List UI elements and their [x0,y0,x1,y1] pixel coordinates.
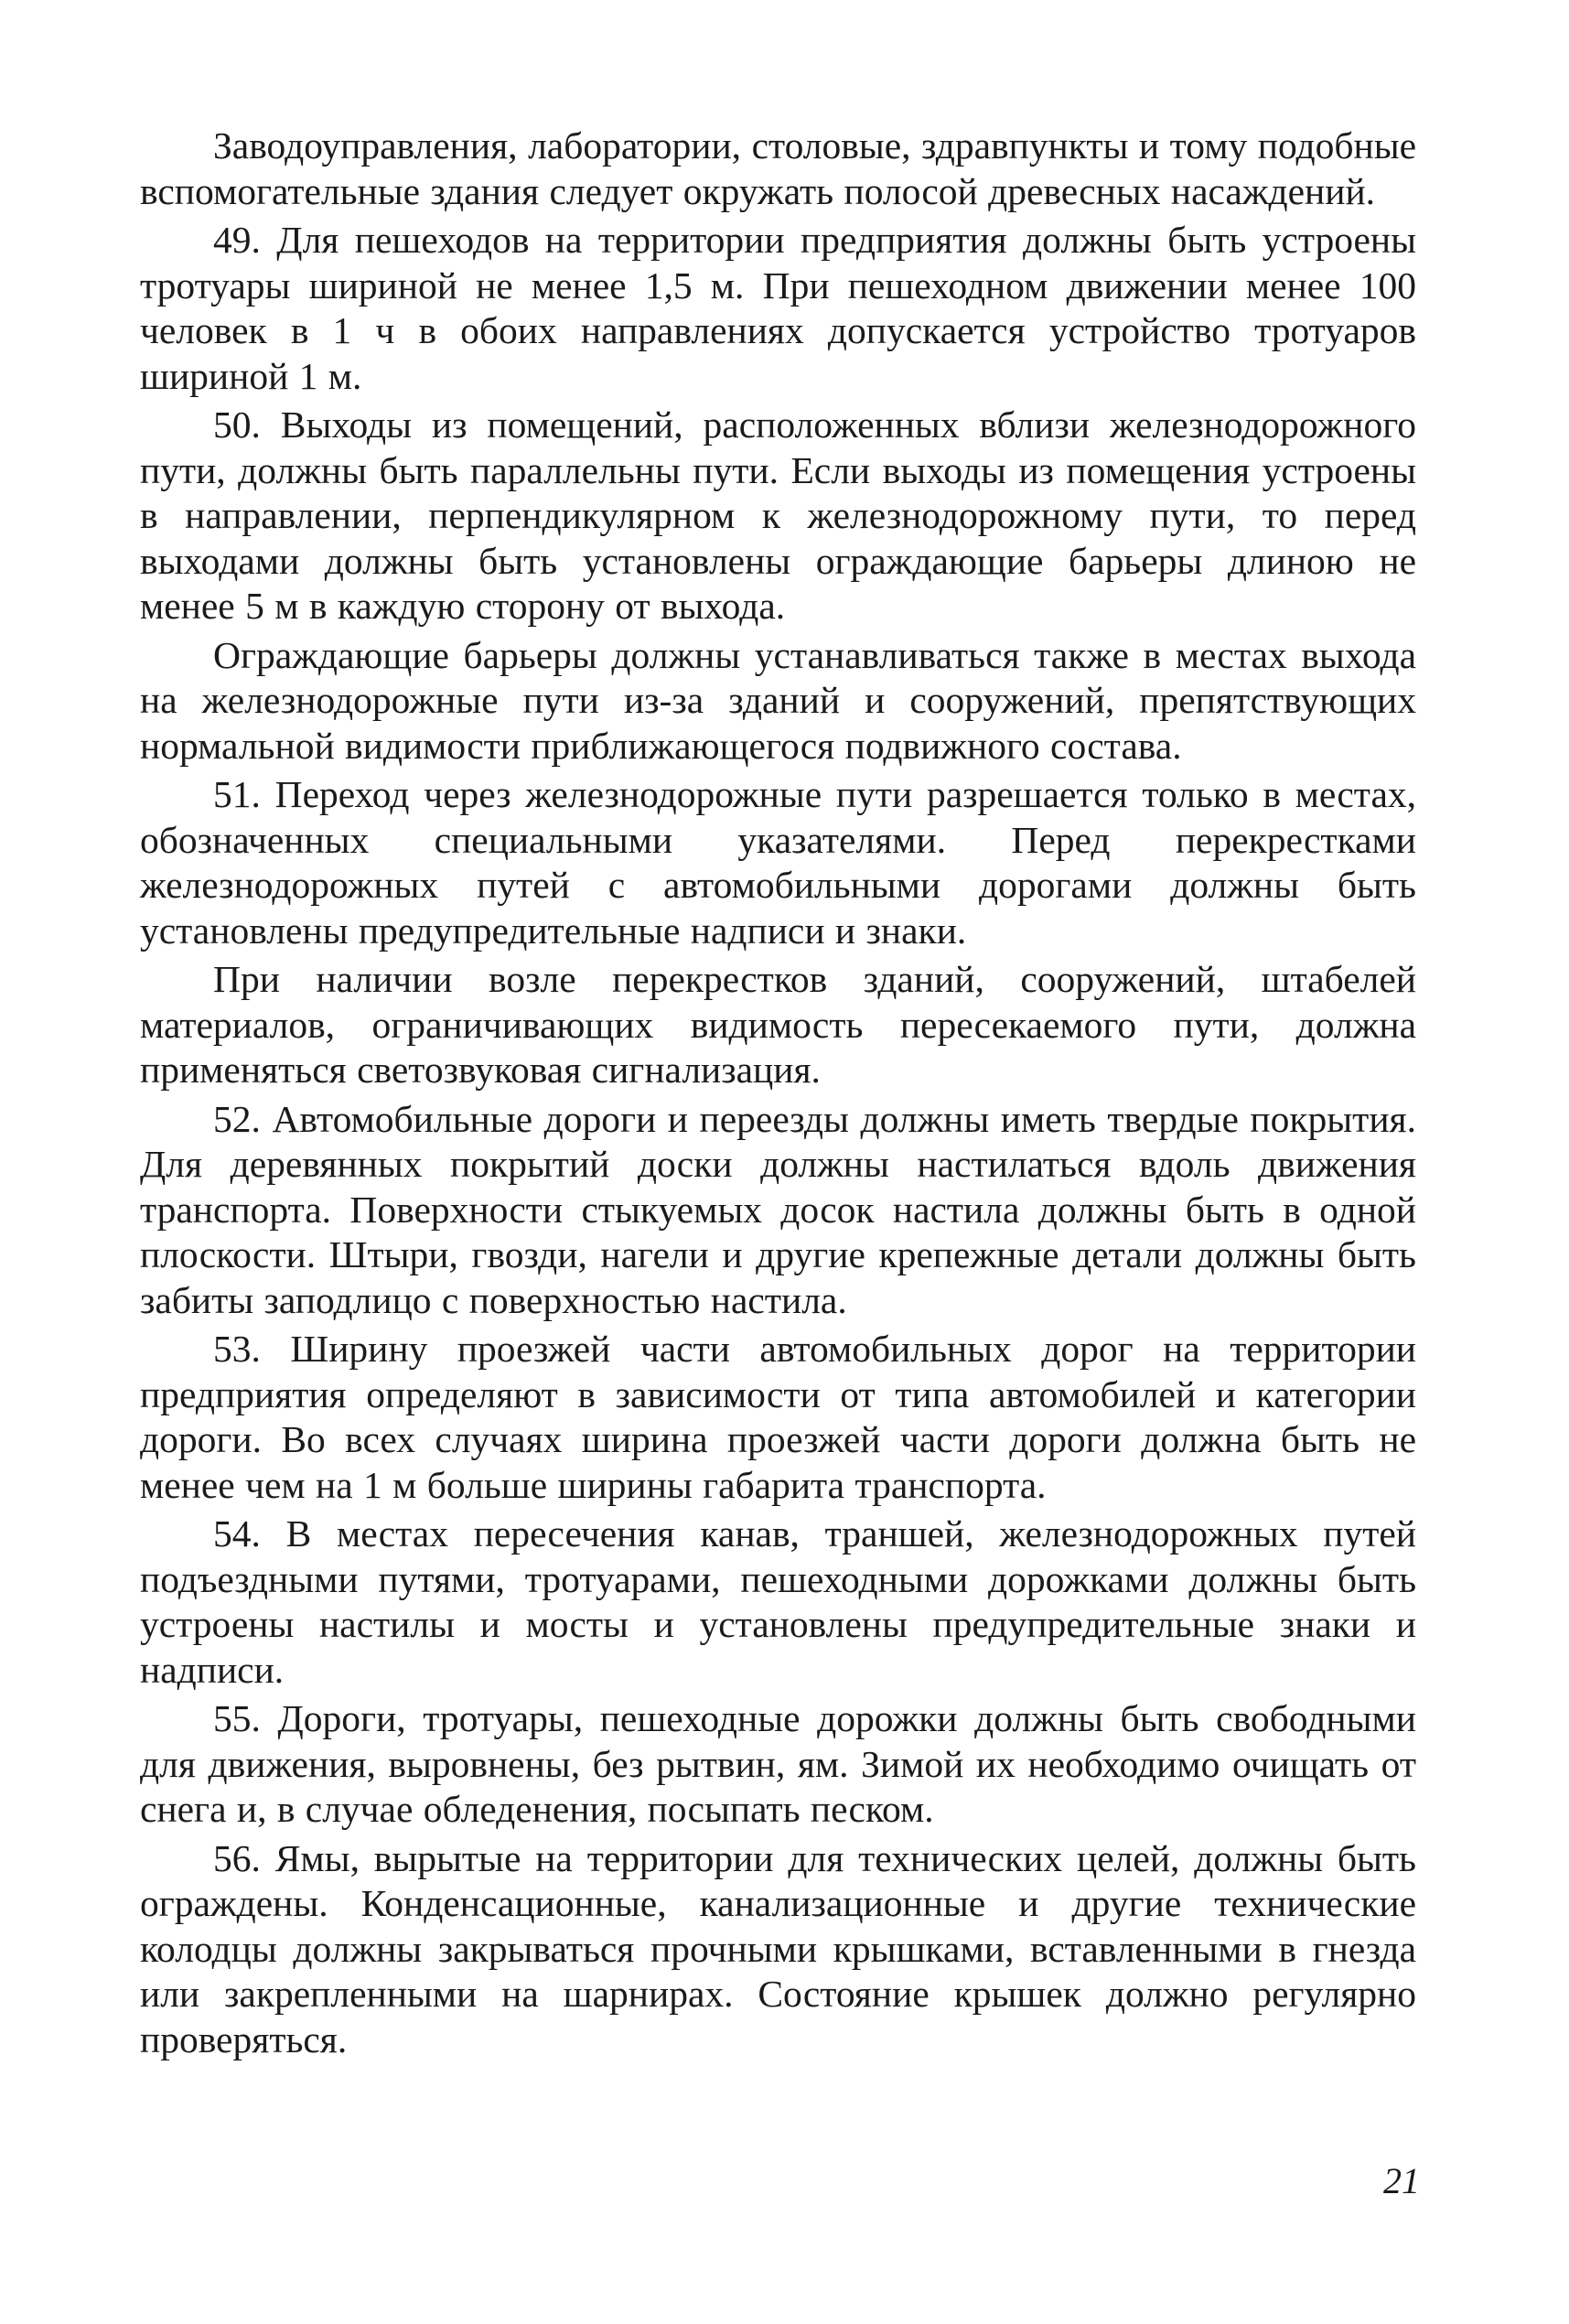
paragraph-51-signals: При наличии возле перекрестков зданий, сооружений, штабелей материалов, ограничивающих видимость пересекаемого пути, должна применяться светозвуковая сигнализация. [140,958,1416,1091]
paragraph-53: 53. Ширину проезжей части автомобильных дорог на территории предприятия определяют в зависимости от типа автомобилей и категории дороги. Во всех случаях ширина проезжей части дороги должна быть не менее чем на 1 м больше ширины габарита транспорта. [140,1328,1416,1506]
page-number: 21 [1383,2160,1420,2201]
paragraph-56: 56. Ямы, вырытые на территории для технических целей, должны быть ограждены. Конденсационные, канализационные и другие технические колодцы должны закрываться прочными крышками, вставленными в гнезда или закрепленными на шарнирах. Состояние крышек должно регулярно проверяться. [140,1836,1416,2060]
paragraph-50-barriers: Ограждающие барьеры должны устанавливаться также в местах выхода на железнодорожные пути из-за зданий и сооружений, препятствующих нормальной видимости приближающегося подвижного состава. [140,633,1416,767]
page-body [140,124,1416,2062]
paragraph-51: 51. Переход через железнодорожные пути разрешается только в местах, обозначенных специальными указателями. Перед перекрестками железнодорожных путей с автомобильными дорогами должны быть установлены предупредительные надписи и знаки. [140,773,1416,952]
paragraph-54: 54. В местах пересечения канав, траншей, железнодорожных путей подъездными путями, тротуарами, пешеходными дорожками должны быть устроены настилы и мосты и установлены предупредительные знаки и надписи. [140,1512,1416,1691]
paragraph-49: 49. Для пешеходов на территории предприятия должны быть устроены тротуары шириной не менее 1,5 м. При пешеходном движении менее 100 человек в 1 ч в обоих направлениях допускается устройство тротуаров шириной 1 м. [140,219,1416,397]
paragraph-50: 50. Выходы из помещений, расположенных вблизи железнодорожного пути, должны быть параллельны пути. Если выходы из помещения устроены в направлении, перпендикулярном к железнодорожному пути, то перед выходами должны быть установлены ограждающие барьеры длиною не менее 5 м в каждую сторону от выхода. [140,403,1416,627]
paragraph-55: 55. Дороги, тротуары, пешеходные дорожки должны быть свободными для движения, выровнены, без рытвин, ям. Зимой их необходимо очищать от снега и, в случае обледенения, посыпать песком. [140,1697,1416,1830]
paragraph-intro: Заводоуправления, лаборатории, столовые, здравпункты и тому подобные вспомогательные здания следует окружать полосой древесных насаждений. [140,124,1416,212]
paragraph-52: 52. Автомобильные дороги и переезды должны иметь твердые покрытия. Для деревянных покрытий доски должны настилаться вдоль движения транспорта. Поверхности стыкуемых досок настила должны быть в одной плоскости. Штыри, гвозди, нагели и другие крепежные детали должны быть забиты заподлицо с поверхностью настила. [140,1097,1416,1321]
